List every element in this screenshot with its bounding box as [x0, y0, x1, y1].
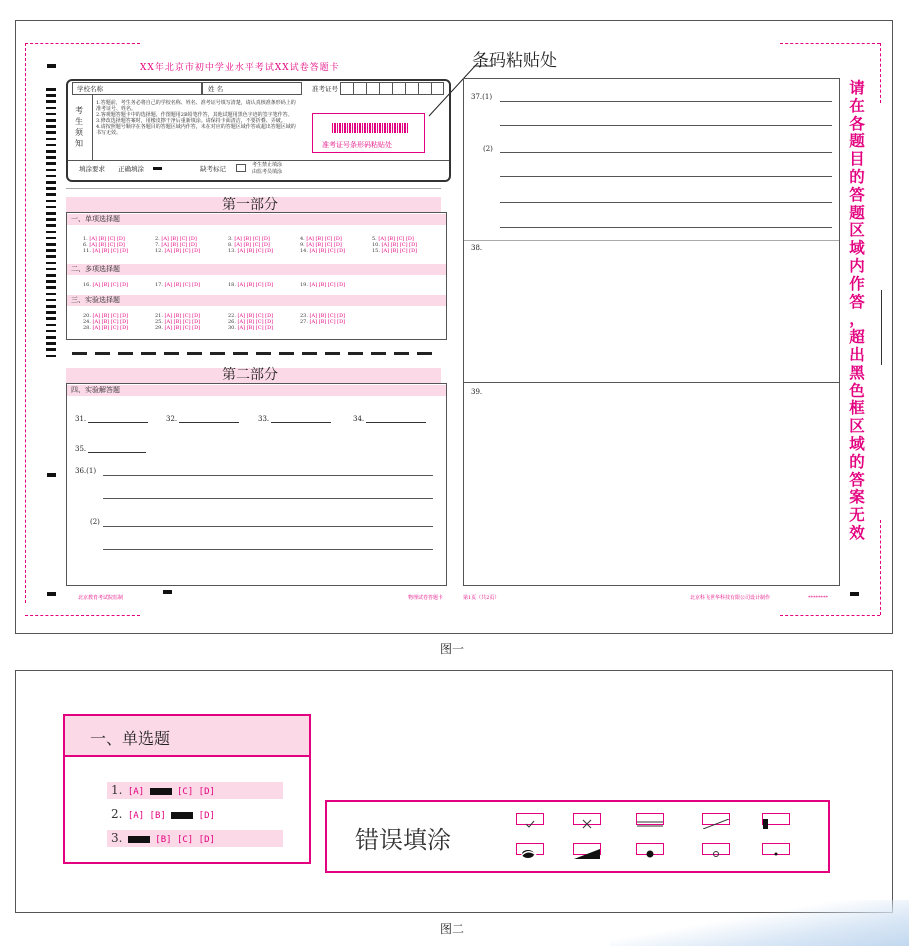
timing-mark [46, 231, 56, 234]
notice-line-2: 2.客观题答题卡中的选择题，作图题用2B铅笔作答，其他试题用黑色字迹的签字笔作答。 [96, 112, 293, 118]
option-bubbles[interactable]: [A] [B] [C] [D] [162, 282, 201, 288]
question-number: 18. [228, 282, 236, 288]
corner-mark-bottom-right [850, 592, 859, 596]
timing-mark [46, 293, 56, 296]
option-bubbles[interactable]: [A] [B] [C] [D] [90, 282, 129, 288]
absent-note-1: 考生禁止填涂 [252, 162, 283, 168]
option-bubbles[interactable]: [A] [B] [C] [D] [379, 248, 418, 254]
q36-line-1[interactable] [103, 475, 433, 476]
timing-mark [46, 193, 56, 196]
section-experiment-choice: 三、实验选择题 [67, 295, 446, 306]
corner-mark-top-left [47, 64, 56, 68]
warning-char: 作 [849, 274, 865, 293]
warning-char: 答 [849, 470, 865, 489]
question-number: 3. [228, 236, 233, 242]
name-field[interactable] [202, 82, 302, 95]
q38-divider [464, 240, 839, 241]
q37-line-6[interactable] [500, 227, 832, 228]
notice-line-4: 4.请按照题号顺序在各题目的答题区域内作答，未在对应的答题区域作答或超出答题区域的书写无效。 [96, 124, 296, 136]
option-bubbles[interactable]: [A] [B] [C] [D] [376, 236, 414, 242]
warning-char: 无 [849, 506, 865, 525]
blank-31[interactable]: 31. [75, 415, 148, 423]
timing-mark [46, 237, 56, 240]
option-bubbles[interactable]: [A] [B] [C] [D] [232, 242, 270, 248]
double-line-icon [636, 813, 664, 825]
corner-mark-bottom-mid [163, 590, 172, 594]
q36-line-4[interactable] [103, 549, 433, 550]
timing-mark [46, 138, 56, 141]
figure-two-caption: 图二 [440, 922, 465, 936]
option-bubbles[interactable]: [A] [B] [C] [D] [162, 319, 201, 325]
option-bubbles[interactable]: [A] [B] [C] [D] [235, 282, 274, 288]
timing-mark [46, 162, 56, 165]
divider-rule [66, 188, 441, 189]
q37-label: 37.(1) [471, 93, 493, 101]
choice-item[interactable] [155, 248, 200, 254]
blue-swoosh [610, 900, 909, 946]
timing-mark [46, 305, 56, 308]
name-label: 姓 名 [208, 85, 224, 93]
warning-char: 超 [849, 328, 865, 347]
question-number: 1. [83, 236, 88, 242]
q36b-label: (2) [90, 518, 100, 526]
warning-char: 答 [849, 185, 865, 204]
question-number: 14. [300, 248, 308, 254]
option-bubbles[interactable]: [A] [B] [C] [D] [379, 242, 418, 248]
question-number: 22. [228, 313, 236, 319]
timing-mark [46, 100, 56, 103]
question-number: 21. [155, 313, 163, 319]
notice-label: 考生须知 [75, 106, 83, 148]
corner-mark-bottom-left [47, 592, 56, 596]
timing-mark [46, 324, 56, 327]
q38-label: 38. [471, 244, 483, 252]
timing-mark [46, 255, 56, 258]
question-number: 29. [155, 325, 163, 331]
correct-fill-sample [153, 167, 162, 170]
choice-item[interactable] [83, 248, 128, 254]
question-number: 20. [83, 313, 91, 319]
timing-mark [46, 218, 56, 221]
card-title: XX年北京市初中学业水平考试XX试卷答题卡 [140, 63, 340, 73]
school-field[interactable] [72, 82, 202, 95]
question-number: 4. [300, 236, 305, 242]
footer-mid: 物理试卷答题卡 [408, 595, 444, 601]
question-number: 5. [372, 236, 377, 242]
question-number: 9. [300, 242, 305, 248]
timing-mark [46, 125, 56, 128]
question-number: 10. [372, 242, 380, 248]
dashed-border-top [25, 43, 140, 44]
side-mark-left [47, 473, 56, 477]
sample-row-2[interactable]: 2. [A] [B] [D] [111, 807, 215, 821]
footer-code: ******** [808, 595, 828, 601]
part-two-frame [66, 383, 447, 586]
dashed-border-right-lower [880, 520, 881, 615]
choice-item[interactable] [300, 248, 345, 254]
option-bubbles[interactable]: [A] [B] [C] [D] [159, 236, 197, 242]
timing-mark [46, 268, 56, 271]
absent-label: 缺考标记 [200, 165, 226, 173]
option-bubbles[interactable]: [A] [B] [C] [D] [90, 325, 129, 331]
vertical-warning-text [847, 80, 867, 543]
warning-char: ， [849, 310, 865, 329]
timing-mark [46, 169, 56, 172]
blank-32[interactable]: 32. [166, 415, 239, 423]
option-bubbles[interactable]: [A] [B] [C] [D] [235, 248, 274, 254]
option-bubbles[interactable]: [A] [B] [C] [D] [235, 325, 274, 331]
choice-item[interactable] [300, 319, 345, 325]
fill-requirement-label: 填涂要求 [79, 165, 105, 173]
question-number: 23. [300, 313, 308, 319]
choice-item[interactable] [372, 248, 417, 254]
q39-label: 39. [471, 388, 483, 396]
timing-mark [46, 342, 56, 345]
wrong-fill-label: 错误填涂 [355, 826, 451, 854]
choice-item[interactable] [228, 248, 273, 254]
question-number: 8. [228, 242, 233, 248]
timing-mark [46, 311, 56, 314]
timing-mark [46, 107, 56, 110]
footer-page: 第1页（共2页） [463, 595, 500, 601]
warning-char: 的 [849, 452, 865, 471]
question-number: 11. [83, 248, 91, 254]
timing-mark [46, 348, 56, 351]
footer-right: 北京科飞世华科技有限公司设计制作 [690, 595, 771, 601]
warning-char: 黑 [849, 363, 865, 382]
timing-mark [46, 150, 56, 153]
timing-mark [46, 243, 56, 246]
blank-33[interactable]: 33. [258, 415, 331, 423]
timing-mark [46, 299, 56, 302]
timing-mark [46, 330, 56, 333]
question-number: 30. [228, 325, 236, 331]
timing-mark [46, 94, 56, 97]
cross-mark-icon [573, 813, 601, 825]
question-number: 15. [372, 248, 380, 254]
right-side-rule [881, 290, 882, 365]
question-number: 28. [83, 325, 91, 331]
option-bubbles[interactable]: [A] [B] [C] [D] [304, 242, 342, 248]
warning-char: 请 [849, 79, 865, 97]
scribble-icon [516, 843, 544, 855]
question-number: 27. [300, 319, 308, 325]
dashed-border-bottom-right [780, 615, 880, 616]
timing-mark [46, 336, 56, 339]
question-number: 7. [155, 242, 160, 248]
option-bubbles[interactable]: [A] [B] [C] [D] [307, 282, 346, 288]
section-single-choice: 一、单项选择题 [67, 214, 446, 225]
filled-b-mark [150, 788, 172, 795]
timing-mark [46, 262, 56, 265]
timing-mark [46, 156, 56, 159]
option-bubbles[interactable]: [A] [B] [C] [D] [90, 313, 129, 319]
right-answer-frame [463, 78, 840, 586]
timing-mark [46, 175, 56, 178]
q37-line-4[interactable] [500, 176, 832, 177]
choice-item[interactable] [300, 282, 345, 288]
q37b-label: (2) [483, 145, 493, 153]
q39-divider [464, 382, 839, 383]
option-bubbles[interactable]: [A] [B] [C] [D] [87, 242, 125, 248]
q36-line-2[interactable] [103, 498, 433, 499]
timing-mark [46, 206, 56, 209]
ticket-number-cells[interactable] [340, 82, 444, 95]
warning-char: 案 [849, 488, 865, 507]
warning-char: 题 [849, 132, 865, 151]
option-bubbles[interactable]: [A] [B] [C] [D] [162, 248, 201, 254]
question-number: 25. [155, 319, 163, 325]
notice-divider [92, 95, 93, 160]
sample-row-3[interactable]: 3. [B] [C] [D] [111, 831, 215, 845]
warning-char: 区 [849, 221, 865, 240]
timing-mark [46, 113, 56, 116]
question-number: 19. [300, 282, 308, 288]
check-mark-icon [516, 813, 544, 825]
sample-row-1[interactable]: 1. [A] [C] [D] [111, 783, 215, 797]
option-bubbles[interactable]: [A] [B] [C] [D] [90, 248, 129, 254]
school-label: 学校名称 [77, 85, 103, 93]
diagonal-slash-icon [702, 813, 730, 825]
option-bubbles[interactable]: [A] [B] [C] [D] [235, 313, 274, 319]
dashed-border-bottom [25, 615, 140, 616]
small-dot-icon [762, 843, 790, 855]
timing-mark [46, 224, 56, 227]
warning-char: 域 [849, 434, 865, 453]
option-bubbles[interactable]: [A] [B] [C] [D] [307, 319, 346, 325]
warning-char: 框 [849, 399, 865, 418]
fill-row-top [68, 160, 449, 161]
option-bubbles[interactable]: [A] [B] [C] [D] [307, 313, 346, 319]
question-number: 17. [155, 282, 163, 288]
choice-item[interactable] [83, 325, 128, 331]
notice-line-1: 1.答题前，考生务必将自己的学校名称、姓名、准考证号填写清楚，请认真核准条形码上的准考证号、姓名。 [96, 100, 296, 112]
part-one-title: 第一部分 [222, 197, 278, 213]
option-bubbles[interactable]: [A] [B] [C] [D] [87, 236, 125, 242]
option-bubbles[interactable]: [A] [B] [C] [D] [307, 248, 346, 254]
timing-mark [46, 274, 56, 277]
option-bubbles[interactable]: [A] [B] [C] [D] [162, 313, 201, 319]
timing-mark [46, 355, 56, 358]
dashed-border-top-right [780, 43, 880, 44]
timing-mark [46, 187, 56, 190]
q37-line-3[interactable] [500, 152, 832, 153]
dashed-border-left [25, 43, 26, 603]
question-number: 2. [155, 236, 160, 242]
timing-mark [46, 286, 56, 289]
option-bubbles[interactable]: [A] [B] [C] [D] [90, 319, 129, 325]
notice-text [96, 100, 296, 136]
timing-mark [46, 249, 56, 252]
option-bubbles[interactable]: [A] [B] [C] [D] [235, 319, 274, 325]
timing-mark [46, 88, 56, 91]
question-number: 13. [228, 248, 236, 254]
notice-line-3: 3.修改选择题答案时，用橡皮擦干净后重新填涂。请保持卡面清洁，不要折叠、弄破。 [96, 118, 286, 124]
option-bubbles[interactable]: [A] [B] [C] [D] [162, 325, 201, 331]
barcode-callout: 条码粘贴处 [472, 51, 557, 71]
part-two-title: 第二部分 [222, 367, 278, 383]
warning-char: 效 [849, 523, 865, 542]
question-number: 26. [228, 319, 236, 325]
single-choice-header: 一、单选题 [90, 729, 171, 748]
option-bubbles[interactable]: [A] [B] [C] [D] [159, 242, 197, 248]
q37-line-1[interactable] [500, 101, 832, 102]
q37-line-2[interactable] [500, 125, 832, 126]
q37-line-5[interactable] [500, 202, 832, 203]
blank-35[interactable]: 35. [75, 445, 146, 453]
warning-char: 域 [849, 239, 865, 258]
warning-char: 出 [849, 345, 865, 364]
choice-item[interactable] [155, 325, 200, 331]
choice-item[interactable] [228, 282, 273, 288]
timing-mark [46, 119, 56, 122]
big-dot-icon [636, 843, 664, 855]
warning-char: 目 [849, 150, 865, 169]
blank-34[interactable]: 34. [353, 415, 426, 423]
q36-line-3[interactable] [103, 526, 433, 527]
timing-mark [46, 280, 56, 283]
timing-mark [46, 131, 56, 134]
choice-item[interactable] [83, 282, 128, 288]
timing-mark [46, 317, 56, 320]
filled-a-mark [128, 836, 150, 843]
section-multi-choice: 二、多项选择题 [67, 264, 446, 275]
footer-left: 北京教育考试院监制 [78, 595, 124, 601]
filled-c-mark [171, 812, 193, 819]
warning-char: 题 [849, 203, 865, 222]
question-number: 12. [155, 248, 163, 254]
timing-mark [46, 200, 56, 203]
warning-char: 的 [849, 167, 865, 186]
warning-char: 色 [849, 381, 865, 400]
absent-note-2: 由监考员填涂 [252, 169, 283, 175]
absent-mark-box[interactable] [236, 164, 246, 172]
choice-item[interactable] [155, 282, 200, 288]
barcode-icon [332, 123, 408, 133]
warning-char: 各 [849, 114, 865, 133]
dashed-border-right [880, 43, 881, 103]
question-number: 16. [83, 282, 91, 288]
figure-one-caption: 图一 [440, 642, 465, 656]
ticket-label: 准考证号 [312, 85, 338, 93]
warning-char: 内 [849, 256, 865, 275]
warning-char: 在 [849, 96, 865, 115]
q36-label: 36.(1) [75, 467, 97, 475]
timing-mark [46, 181, 56, 184]
part-separator [72, 352, 434, 355]
question-number: 24. [83, 319, 91, 325]
circle-icon [702, 843, 730, 855]
question-number: 6. [83, 242, 88, 248]
correct-fill-label: 正确填涂 [118, 165, 144, 173]
triangle-fill-icon [573, 843, 601, 855]
timing-mark [46, 144, 56, 147]
barcode-label: 准考证号条形码粘贴处 [322, 141, 392, 149]
option-bubbles[interactable]: [A] [B] [C] [D] [232, 236, 270, 242]
choice-item[interactable] [228, 325, 273, 331]
section-experiment-answer: 四、实验解答题 [67, 385, 446, 396]
timing-mark [46, 212, 56, 215]
option-bubbles[interactable]: [A] [B] [C] [D] [304, 236, 342, 242]
half-fill-icon [762, 813, 790, 825]
warning-char: 答 [849, 292, 865, 311]
warning-char: 区 [849, 417, 865, 436]
